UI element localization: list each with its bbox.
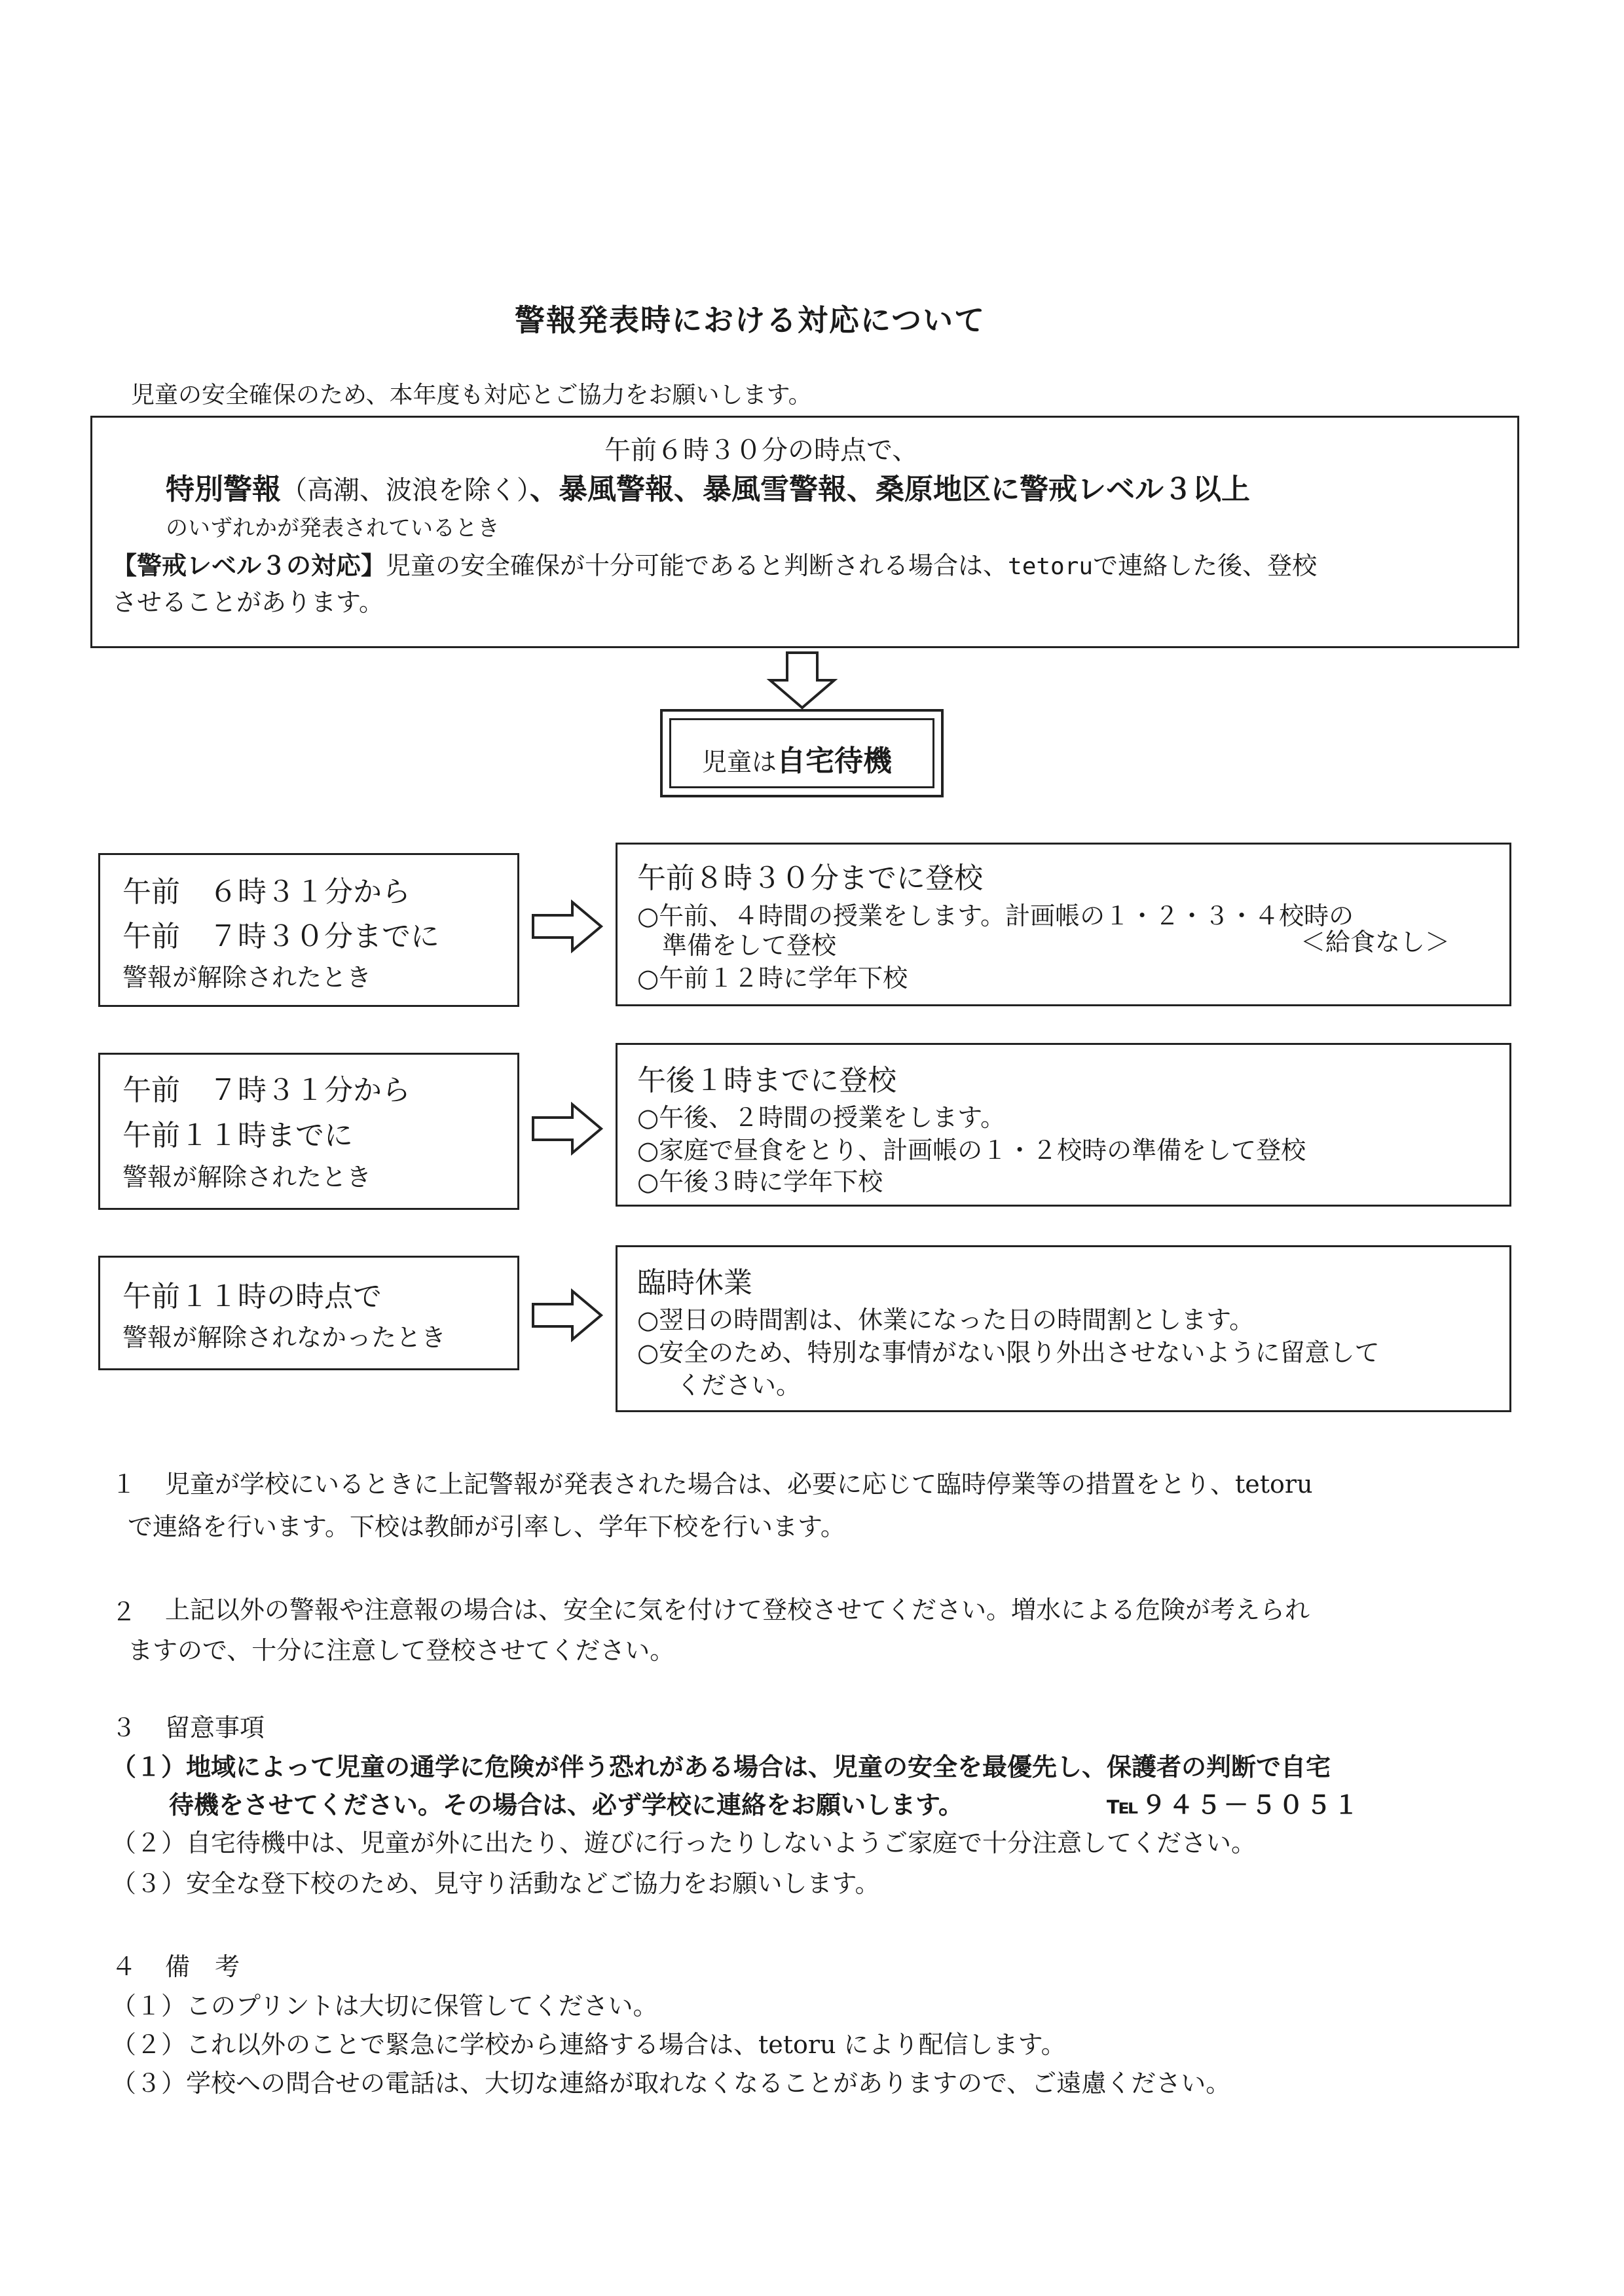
condition-line1: 午前６時３０分の時点で、 xyxy=(604,435,919,465)
note3-item2: （２）自宅待機中は、児童が外に出たり、遊びに行ったりしないようご家庭で十分注意してください。 xyxy=(111,1829,1257,1857)
special-warning: 特別警報 xyxy=(166,473,281,506)
case1-action-line1: ○午前、４時間の授業をします。計画帳の１・２・３・４校時の xyxy=(637,902,1354,930)
note4-heading: 備 考 xyxy=(165,1952,240,1981)
case2-action-line3: ○午後３時に学年下校 xyxy=(637,1167,883,1196)
case3-action-line1: ○翌日の時間割は、休業になった日の時間割とします。 xyxy=(637,1305,1255,1334)
case1-action-note: ＜給食なし＞ xyxy=(1301,928,1450,957)
standby-prefix: 児童は xyxy=(702,748,777,776)
note1-line1: 児童が学校にいるときに上記警報が発表された場合は、必要に応じて臨時停業等の措置をとり、tetoru xyxy=(165,1470,1313,1499)
case3-when-line1: 午前１１時の時点で xyxy=(122,1280,382,1313)
standby-text xyxy=(702,737,892,779)
condition-line2 xyxy=(166,475,1250,504)
case3-action-title: 臨時休業 xyxy=(637,1266,752,1300)
case2-action-line1: ○午後、２時間の授業をします。 xyxy=(637,1103,1006,1132)
case1-when-line2: 午前 ７時３０分までに xyxy=(122,920,439,953)
right-arrow-icon xyxy=(530,900,604,953)
case3-action-line2: ○安全のため、特別な事情がない限り外出させないように留意して xyxy=(637,1338,1380,1367)
case1-action-box xyxy=(616,843,1511,1006)
case3-when-box xyxy=(98,1256,519,1370)
case3-when-line2: 警報が解除されなかったとき xyxy=(122,1323,447,1352)
level3-text-a: 児童の安全確保が十分可能であると判断される場合は、 xyxy=(386,551,1008,580)
case2-when-line3: 警報が解除されたとき xyxy=(122,1163,372,1192)
case1-when-line1: 午前 ６時３１分から xyxy=(122,875,411,909)
note3-item1-line2: 待機をさせてください。その場合は、必ず学校に連絡をお願いします。 xyxy=(169,1791,963,1819)
case1-action-line2: 準備をして登校 xyxy=(662,931,837,960)
case2-when-line2: 午前１１時までに xyxy=(122,1119,353,1152)
note4-item3: （３）学校への問合せの電話は、大切な連絡が取れなくなることがありますので、ご遠慮ください。 xyxy=(111,2069,1231,2098)
note3-heading: 留意事項 xyxy=(165,1713,265,1742)
case2-when-box xyxy=(98,1053,519,1210)
note3-item3: （３）安全な登下校のため、見守り活動などご協力をお願いします。 xyxy=(111,1869,880,1898)
right-arrow-icon xyxy=(530,1102,604,1156)
condition-line3: のいずれかが発表されているとき xyxy=(166,515,500,541)
case2-when-line1: 午前 ７時３１分から xyxy=(122,1074,411,1107)
note4-item1: （１）このプリントは大切に保管してください。 xyxy=(111,1992,658,2020)
note3-telephone: ℡９４５－５０５１ xyxy=(1107,1791,1361,1819)
note4-item2: （２）これ以外のことで緊急に学校から連絡する場合は、tetoru により配信します。 xyxy=(111,2030,1066,2059)
level3-text-b: で連絡した後、登校 xyxy=(1093,551,1318,580)
note3-number: ３ xyxy=(111,1713,137,1742)
standby-emphasis: 自宅待機 xyxy=(777,744,893,778)
level3-label: 【警戒レベル３の対応】 xyxy=(112,551,386,580)
case3-action-line3: ください。 xyxy=(676,1371,802,1400)
note4-number: ４ xyxy=(111,1952,137,1981)
level3-tetoru: tetoru xyxy=(1008,553,1094,580)
right-arrow-icon xyxy=(530,1288,604,1342)
standby-box xyxy=(660,709,944,797)
note2-line2: ますので、十分に注意して登校させてください。 xyxy=(128,1636,675,1665)
case2-action-line2: ○家庭で昼食をとり、計画帳の１・２校時の準備をして登校 xyxy=(637,1136,1306,1165)
case2-action-title: 午後１時までに登校 xyxy=(637,1064,896,1097)
note2-line1: 上記以外の警報や注意報の場合は、安全に気を付けて登校させてください。増水による危険が考えられ xyxy=(165,1595,1310,1624)
case1-action-title: 午前８時３０分までに登校 xyxy=(637,862,983,895)
case1-when-box xyxy=(98,853,519,1007)
note2-number: ２ xyxy=(111,1597,137,1626)
case1-action-line3: ○午前１２時に学年下校 xyxy=(637,964,908,993)
level3-line2: させることがあります。 xyxy=(112,588,384,617)
condition-box xyxy=(90,416,1519,648)
case2-action-box xyxy=(616,1043,1511,1207)
intro-text: 児童の安全確保のため、本年度も対応とご協力をお願いします。 xyxy=(131,382,812,409)
warning-list: 、暴風警報、暴風雪警報、桑原地区に警戒レベル３以上 xyxy=(530,473,1250,506)
note1-line2: で連絡を行います。下校は教師が引率し、学年下校を行います。 xyxy=(128,1512,845,1541)
case3-action-box xyxy=(616,1245,1511,1412)
case1-when-line3: 警報が解除されたとき xyxy=(122,963,372,992)
page-title: 警報発表時における対応について xyxy=(515,302,986,338)
level3-line xyxy=(112,553,1317,579)
down-arrow-icon xyxy=(766,650,838,710)
special-warning-exception: （高潮、波浪を除く） xyxy=(281,475,530,505)
note3-item1-line1: （１）地域によって児童の通学に危険が伴う恐れがある場合は、児童の安全を最優先し、保護者の判断で自宅 xyxy=(111,1753,1331,1781)
note1-number: １ xyxy=(111,1470,137,1499)
